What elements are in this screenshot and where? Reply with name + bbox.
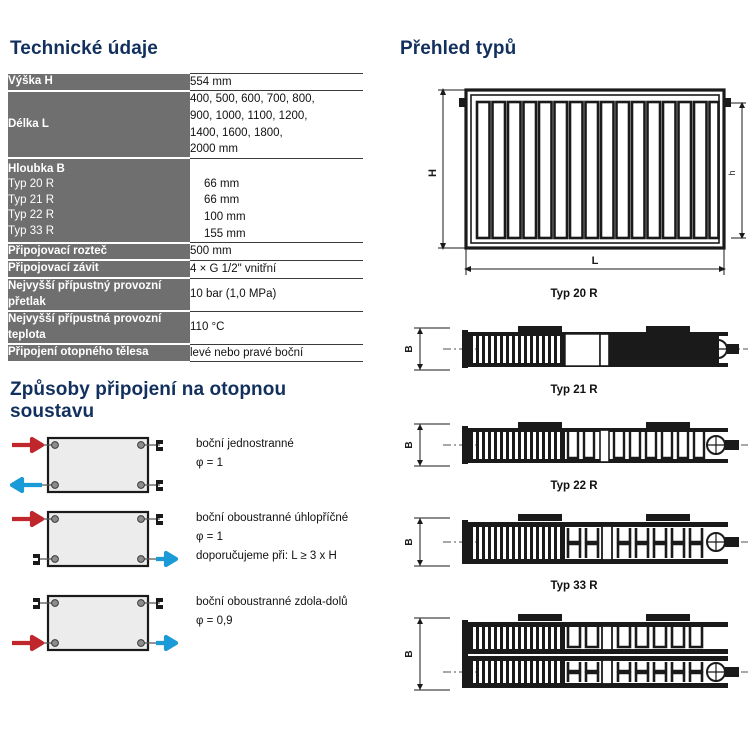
flow-out-arrow bbox=[156, 637, 176, 649]
dimension-label-l: L bbox=[591, 255, 599, 267]
connection-diagram-diagonal bbox=[10, 503, 180, 577]
dimension-label-b: B bbox=[404, 650, 415, 658]
type-label-22r: Typ 22 R bbox=[550, 480, 598, 492]
row-subkey: Typ 22 R bbox=[8, 209, 55, 222]
flow-in-arrow bbox=[12, 513, 42, 525]
type-label-21r: Typ 21 R bbox=[550, 384, 598, 396]
table-row bbox=[8, 278, 363, 311]
row-key: Nejvyšší přípustný provozní přetlak bbox=[8, 278, 190, 311]
row-key: Délka L bbox=[8, 91, 190, 159]
connection-methods-title: Způsoby připojení na otopnou soustavu bbox=[10, 378, 287, 422]
table-row bbox=[8, 311, 363, 344]
row-value: 554 mm bbox=[190, 73, 363, 91]
radiator-section-20r-drawing bbox=[398, 318, 750, 384]
flow-out-arrow bbox=[12, 479, 42, 491]
types-overview-title: Přehled typů bbox=[400, 38, 517, 59]
type-label-33r: Typ 33 R bbox=[550, 580, 598, 592]
connection-note: doporučujeme při: L ≥ 3 x H bbox=[196, 549, 337, 562]
table-row bbox=[8, 73, 363, 91]
row-key: Připojovací rozteč bbox=[8, 243, 190, 261]
row-subkey: Typ 33 R bbox=[8, 224, 55, 237]
row-value: 110 °C bbox=[190, 311, 363, 344]
connection-name: boční oboustranné zdola-dolů bbox=[196, 595, 348, 608]
value-line: 2000 mm bbox=[190, 143, 238, 156]
technical-data-title: Technické údaje bbox=[10, 38, 158, 59]
dimension-label-h-small: h bbox=[727, 170, 737, 176]
radiator-section-21r-drawing bbox=[398, 414, 750, 480]
type-label-20r: Typ 20 R bbox=[550, 288, 598, 300]
row-key: Připojení otopného tělesa bbox=[8, 344, 190, 362]
connection-text bbox=[196, 509, 348, 566]
connection-variant bbox=[8, 587, 370, 661]
radiator-front-view-drawing bbox=[398, 70, 750, 282]
connection-diagram-one-sided bbox=[10, 429, 180, 503]
row-value: 10 bar (1,0 MPa) bbox=[190, 278, 363, 311]
row-key: Připojovací závit bbox=[8, 260, 190, 278]
connection-diagram-bottom-bottom bbox=[10, 587, 180, 661]
row-value bbox=[190, 158, 363, 242]
connection-text bbox=[196, 593, 348, 631]
row-key: Nejvyšší přípustná provozní teplota bbox=[8, 311, 190, 344]
connection-variant bbox=[8, 429, 370, 503]
row-value: levé nebo pravé boční bbox=[190, 344, 363, 362]
technical-data-table bbox=[8, 72, 363, 363]
value-line: 1400, 1600, 1800, bbox=[190, 126, 283, 139]
table-row bbox=[8, 260, 363, 278]
value-line: 66 mm bbox=[204, 177, 240, 190]
connection-text bbox=[196, 435, 294, 473]
value-line: 400, 500, 600, 700, 800, bbox=[190, 93, 315, 106]
right-column bbox=[398, 38, 750, 704]
row-key: Výška H bbox=[8, 73, 190, 91]
dimension-label-b: B bbox=[404, 441, 415, 449]
row-subkey: Typ 21 R bbox=[8, 193, 55, 206]
connection-phi: φ = 0,9 bbox=[196, 614, 233, 627]
row-key bbox=[8, 158, 190, 242]
dimension-label-b: B bbox=[404, 345, 415, 353]
flow-in-arrow bbox=[12, 439, 42, 451]
connection-variant bbox=[8, 503, 370, 577]
table-row bbox=[8, 243, 363, 261]
value-line: 155 mm bbox=[204, 227, 246, 240]
left-column bbox=[8, 38, 370, 661]
connection-phi: φ = 1 bbox=[196, 456, 223, 469]
value-line: 100 mm bbox=[204, 210, 246, 223]
row-value: 500 mm bbox=[190, 243, 363, 261]
row-subkey: Typ 20 R bbox=[8, 178, 55, 191]
flow-in-arrow bbox=[12, 637, 42, 649]
table-row bbox=[8, 91, 363, 159]
row-value: 4 × G 1/2" vnitřní bbox=[190, 260, 363, 278]
value-line: 66 mm bbox=[204, 194, 240, 207]
connection-name: boční oboustranné úhlopříčné bbox=[196, 511, 349, 524]
table-row bbox=[8, 158, 363, 242]
row-key-label: Hloubka B bbox=[8, 162, 65, 175]
radiator-section-22r-drawing bbox=[398, 508, 750, 580]
dimension-label-h: H bbox=[427, 169, 439, 177]
flow-out-arrow bbox=[156, 553, 176, 565]
dimension-label-b: B bbox=[404, 538, 415, 546]
radiator-section-33r-drawing bbox=[398, 608, 750, 704]
table-row bbox=[8, 344, 363, 362]
value-line: 900, 1000, 1100, 1200, bbox=[190, 109, 308, 122]
connection-phi: φ = 1 bbox=[196, 530, 223, 543]
row-value bbox=[190, 91, 363, 159]
connection-name: boční jednostranné bbox=[196, 437, 294, 450]
